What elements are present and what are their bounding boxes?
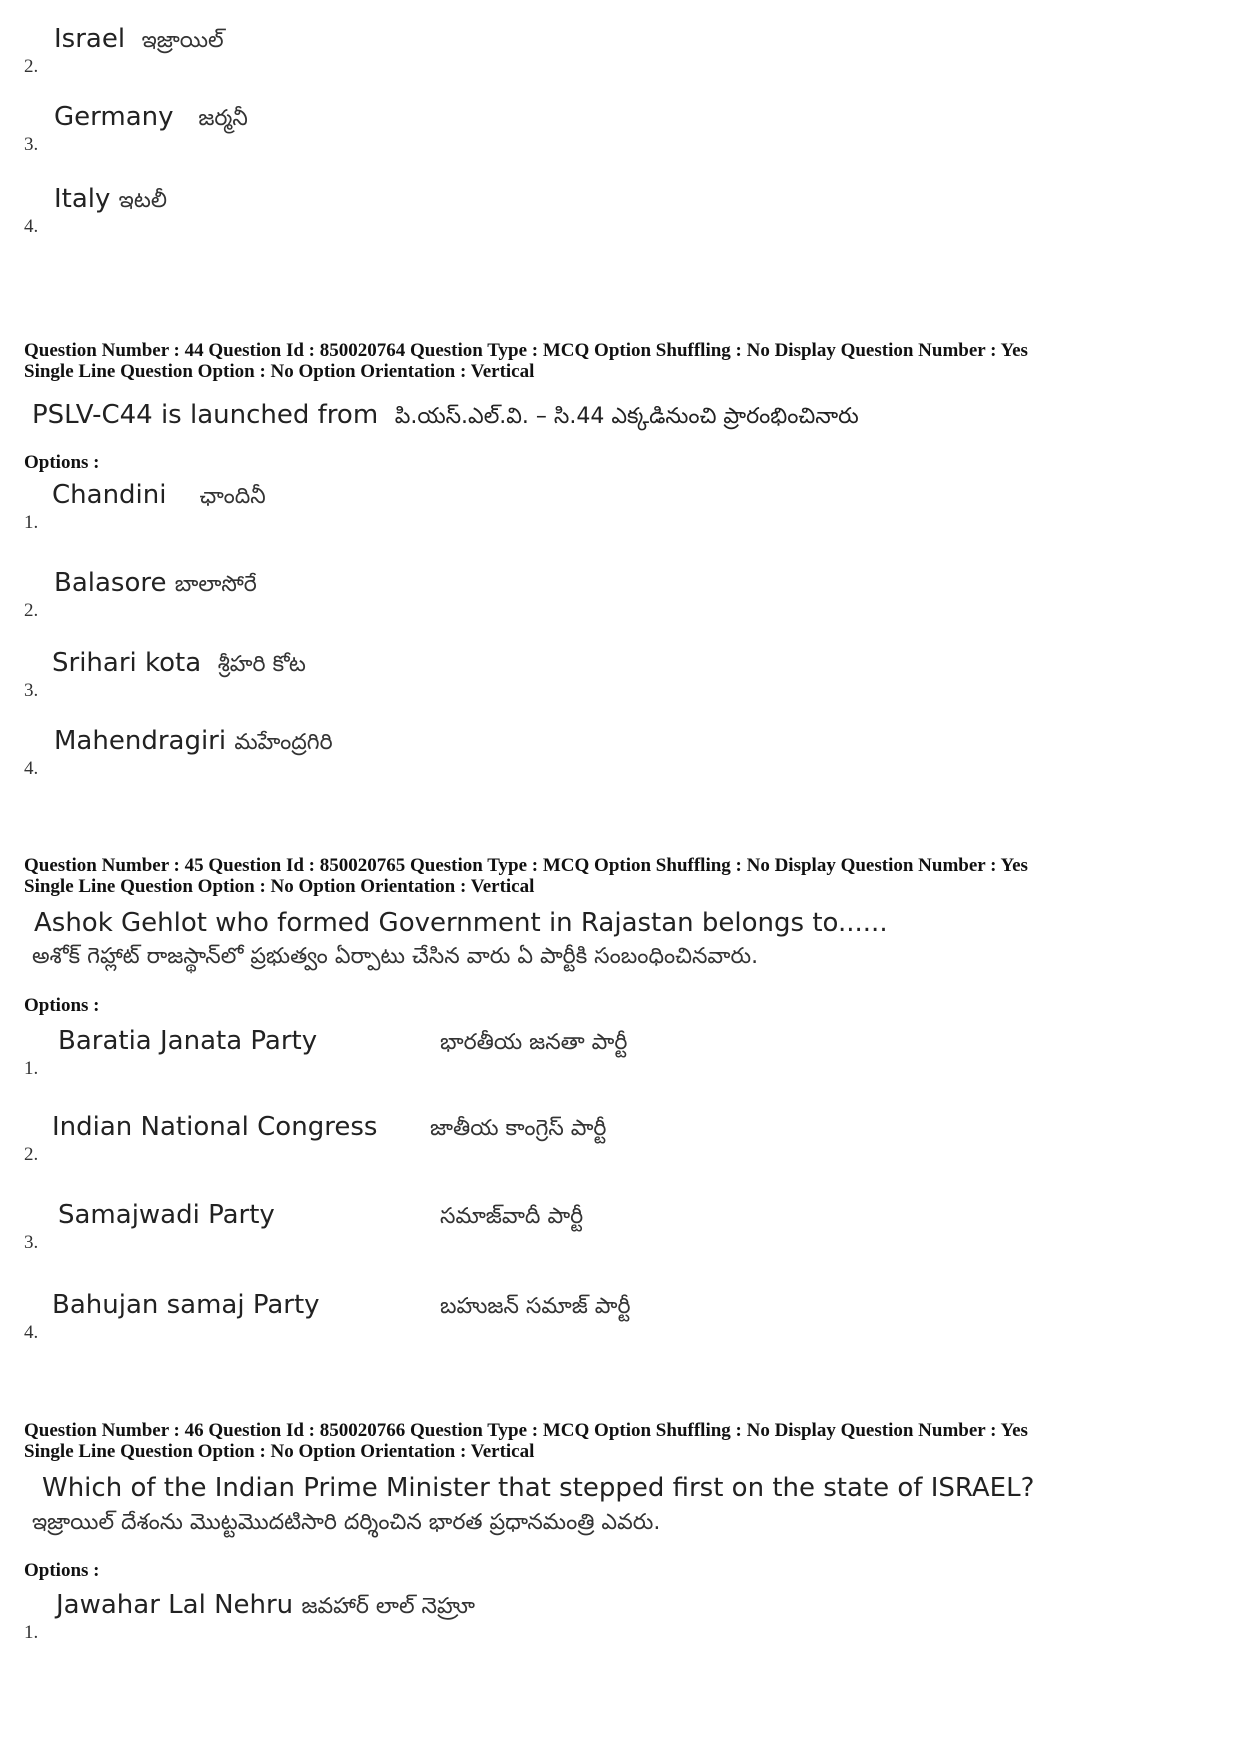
option-text: Mahendragiri మహేంద్రగిరి (54, 726, 333, 756)
options-label: Options : (24, 452, 100, 473)
options-label: Options : (24, 995, 100, 1016)
option-number: 4. (24, 1322, 39, 1343)
q46-option-1 (0, 1588, 1000, 1648)
q44-option-1 (0, 478, 1000, 538)
option-text-telugu: బహుజన్ సమాజ్ పార్టీ (440, 1294, 631, 1319)
option-text-telugu: జర్మనీ (198, 106, 248, 131)
question-46-text: Which of the Indian Prime Minister that stepped first on the state of ISRAEL? (42, 1473, 1035, 1503)
option-text: Jawahar Lal Nehru జవహార్ లాల్ నెహ్రూ (56, 1590, 475, 1620)
option-text-telugu: ఇటలీ (118, 188, 167, 213)
prev-option-3 (0, 100, 1000, 160)
option-text-telugu: ఛాందినీ (199, 484, 266, 509)
q45-option-2 (0, 1110, 1000, 1170)
q44-option-2 (0, 566, 1000, 626)
option-text: Israel ఇజ్రాయిల్ (54, 24, 224, 54)
question-44-text: PSLV-C44 is launched from పి.యస్.ఎల్.వి. – సి.44 ఎక్కడినుంచి ప్రారంభించినారు (32, 400, 859, 430)
option-text: Baratia Janata Party (58, 1026, 318, 1056)
option-number: 3. (24, 134, 39, 155)
question-44-meta (24, 340, 1224, 382)
question-text-telugu: పి.యస్.ఎల్.వి. – సి.44 ఎక్కడినుంచి ప్రారంభించినారు (394, 404, 859, 429)
option-text-telugu: ఇజ్రాయిల్ (141, 28, 224, 53)
option-number: 2. (24, 56, 39, 77)
question-meta-line: Question Number : 46 Question Id : 850020766 Question Type : MCQ Option Shuffling : No Display Question Number : Yes (24, 1420, 1028, 1441)
option-text: Indian National Congress (52, 1112, 378, 1142)
q44-option-3 (0, 646, 1000, 706)
option-number: 3. (24, 680, 39, 701)
option-text: Samajwadi Party (58, 1200, 275, 1230)
option-text: Italy ఇటలీ (54, 184, 167, 214)
prev-option-4 (0, 182, 1000, 242)
option-text-telugu: శ్రీహరి కోట (217, 652, 306, 677)
q45-option-1 (0, 1024, 1000, 1084)
option-text-telugu: సమాజ్‌వాదీ పార్టీ (440, 1204, 584, 1229)
question-meta-line: Question Number : 45 Question Id : 850020765 Question Type : MCQ Option Shuffling : No Display Question Number : Yes (24, 855, 1028, 876)
q44-option-4 (0, 724, 1000, 784)
option-number: 2. (24, 1144, 39, 1165)
question-meta-line: Single Line Question Option : No Option Orientation : Vertical (24, 876, 535, 897)
option-text: Chandini ఛాందినీ (52, 480, 266, 510)
question-46-text-telugu: ఇజ్రాయిల్ దేశంను మొట్టమొదటిసారి దర్శించిన భారత ప్రధానమంత్రి ఎవరు. (32, 1510, 661, 1535)
question-45-text: Ashok Gehlot who formed Government in Rajastan belongs to...... (34, 908, 888, 938)
question-meta-line: Single Line Question Option : No Option Orientation : Vertical (24, 361, 535, 382)
option-text-telugu: బాలాసోరే (174, 572, 257, 597)
option-number: 1. (24, 512, 39, 533)
option-text-telugu: జాతీయ కాంగ్రెస్ పార్టీ (430, 1116, 607, 1141)
question-meta-line: Question Number : 44 Question Id : 850020764 Question Type : MCQ Option Shuffling : No Display Question Number : Yes (24, 340, 1028, 361)
q45-option-3 (0, 1198, 1000, 1258)
option-number: 3. (24, 1232, 39, 1253)
question-45-text-telugu: అశోక్ గెహ్లాట్ రాజస్థాన్‌లో ప్రభుత్వం ఏర్పాటు చేసిన వారు ఏ పార్టీకి సంబంధించినవారు. (32, 944, 759, 969)
option-text: Germany జర్మనీ (54, 102, 248, 132)
option-number: 1. (24, 1622, 39, 1643)
question-45-meta (24, 855, 1224, 897)
option-number: 2. (24, 600, 39, 621)
option-text: Bahujan samaj Party (52, 1290, 320, 1320)
option-text-telugu: భారతీయ జనతా పార్టీ (440, 1030, 628, 1055)
options-label: Options : (24, 1560, 100, 1581)
option-text-telugu: జవహార్ లాల్ నెహ్రూ (301, 1594, 475, 1619)
option-text-telugu: మహేంద్రగిరి (234, 730, 333, 755)
question-46-meta (24, 1420, 1224, 1462)
question-meta-line: Single Line Question Option : No Option Orientation : Vertical (24, 1441, 535, 1462)
option-number: 4. (24, 758, 39, 779)
prev-option-2 (0, 22, 1000, 82)
option-text: Balasore బాలాసోరే (54, 568, 257, 598)
option-number: 4. (24, 216, 39, 237)
q45-option-4 (0, 1288, 1000, 1348)
option-text: Srihari kota శ్రీహరి కోట (52, 648, 306, 678)
option-number: 1. (24, 1058, 39, 1079)
